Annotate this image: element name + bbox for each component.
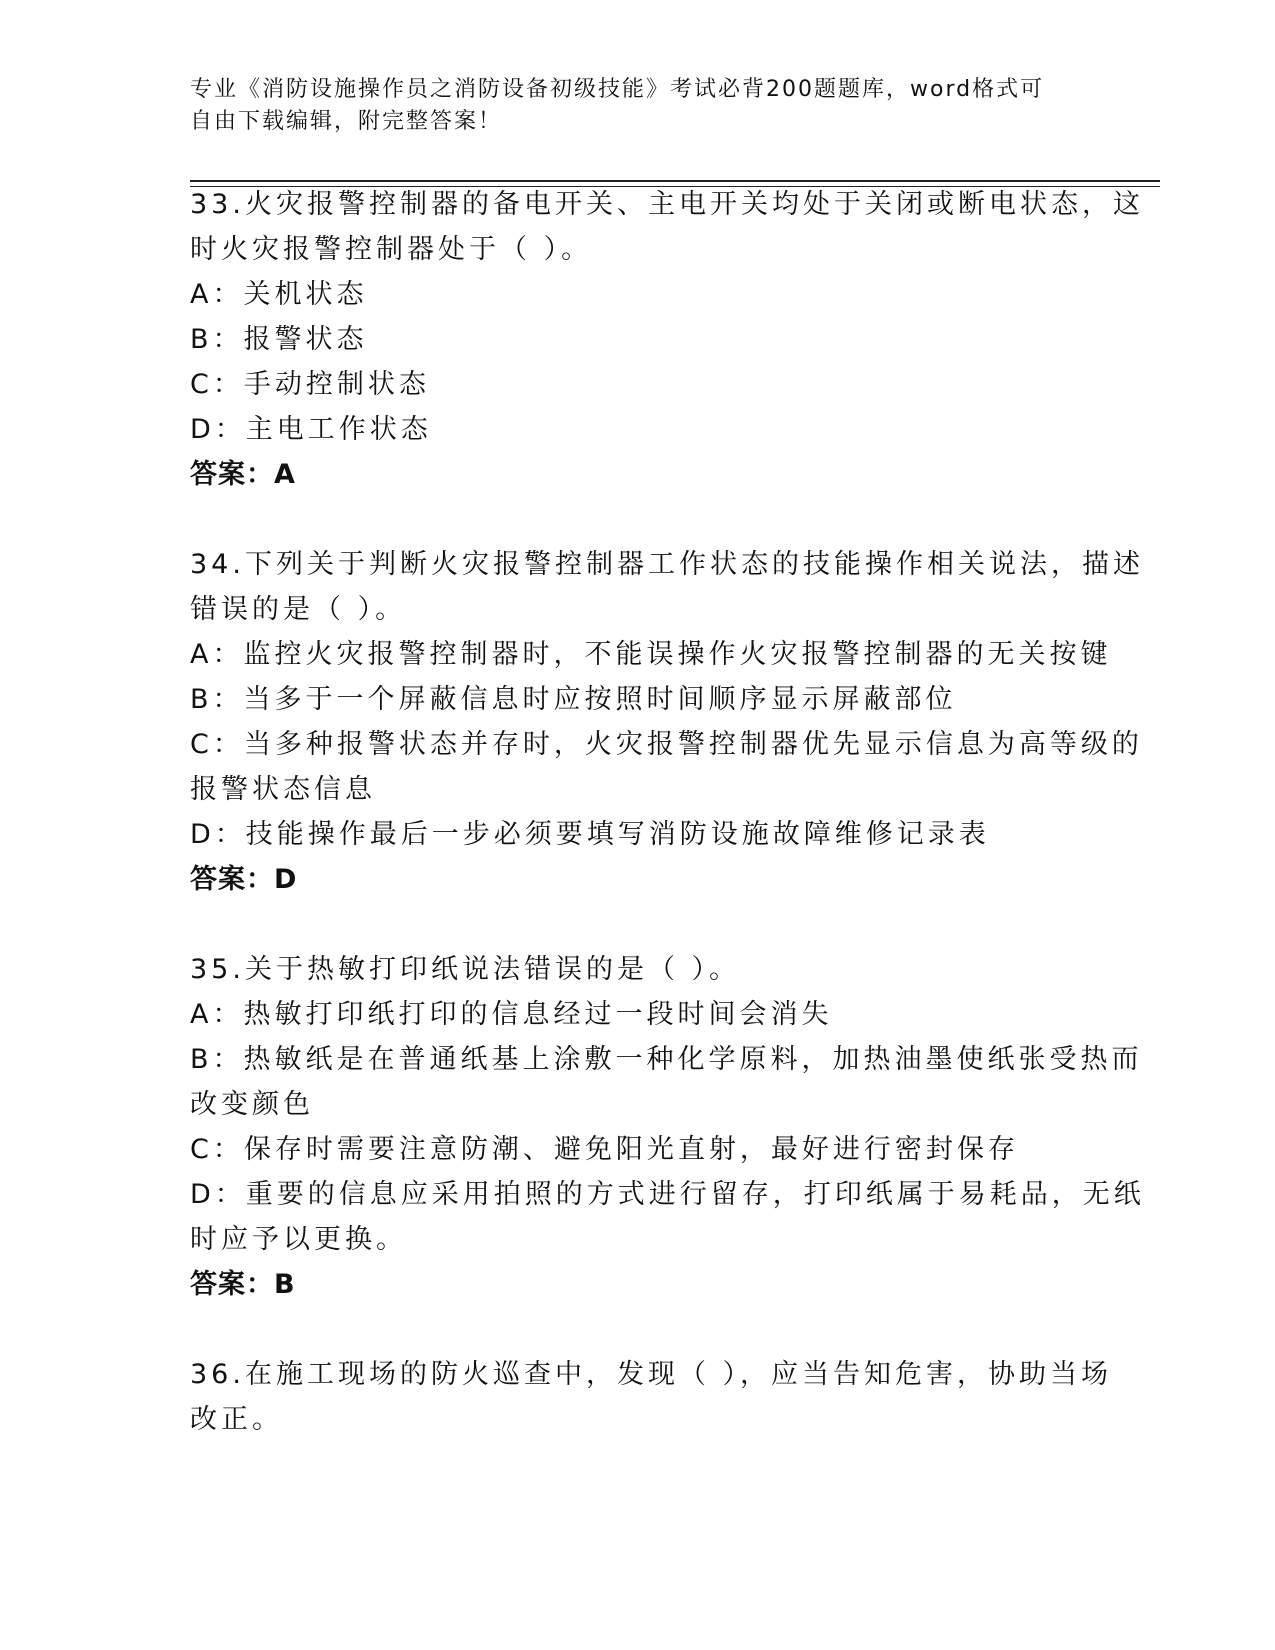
question-33-option-a: A：关机状态 <box>190 279 368 310</box>
question-35-option-c: C：保存时需要注意防潮、避免阳光直射，最好进行密封保存 <box>190 1134 1019 1165</box>
question-34-answer: 答案：D <box>190 864 298 895</box>
question-35-option-d-line-2: 时应予以更换。 <box>190 1224 407 1255</box>
question-33-stem-line-1: 33.火灾报警控制器的备电开关、主电开关均处于关闭或断电状态，这 <box>190 189 1144 220</box>
document-header <box>190 74 1090 138</box>
question-35-option-b-line-2: 改变颜色 <box>190 1089 314 1120</box>
question-33-option-c: C：手动控制状态 <box>190 369 430 400</box>
question-35-answer: 答案：B <box>190 1269 296 1300</box>
question-34-stem-line-2: 错误的是（ ）。 <box>190 594 407 625</box>
question-33-stem-line-2: 时火灾报警控制器处于（ ）。 <box>190 234 593 265</box>
header-line-2: 自由下载编辑，附完整答案！ <box>190 109 503 134</box>
header-divider-thin <box>190 186 1160 187</box>
question-34-option-c-line-2: 报警状态信息 <box>190 774 376 805</box>
header-line-1: 专业《消防设施操作员之消防设备初级技能》考试必背200题题库，word格式可 <box>190 77 1045 102</box>
question-33-option-b: B：报警状态 <box>190 324 368 355</box>
question-34-stem-line-1: 34.下列关于判断火灾报警控制器工作状态的技能操作相关说法，描述 <box>190 549 1144 580</box>
header-divider-thick <box>190 180 1160 182</box>
question-35-option-d-line-1: D：重要的信息应采用拍照的方式进行留存，打印纸属于易耗品，无纸 <box>190 1179 1145 1210</box>
question-35-option-b-line-1: B：热敏纸是在普通纸基上涂敷一种化学原料，加热油墨使纸张受热而 <box>190 1044 1143 1075</box>
question-35-stem-line-1: 35.关于热敏打印纸说法错误的是（ ）。 <box>190 954 741 985</box>
question-33-answer: 答案：A <box>190 459 296 490</box>
question-36-stem-line-1: 36.在施工现场的防火巡查中，发现（ ），应当告知危害，协助当场 <box>190 1359 1113 1390</box>
question-36-stem-line-2: 改正。 <box>190 1404 283 1435</box>
question-33-option-d: D：主电工作状态 <box>190 414 432 445</box>
question-34-option-c-line-1: C：当多种报警状态并存时，火灾报警控制器优先显示信息为高等级的 <box>190 729 1143 760</box>
question-34-option-a: A：监控火灾报警控制器时，不能误操作火灾报警控制器的无关按键 <box>190 639 1112 670</box>
question-34-option-d: D：技能操作最后一步必须要填写消防设施故障维修记录表 <box>190 819 990 850</box>
question-34-option-b: B：当多于一个屏蔽信息时应按照时间顺序显示屏蔽部位 <box>190 684 957 715</box>
question-35-option-a: A：热敏打印纸打印的信息经过一段时间会消失 <box>190 999 833 1030</box>
